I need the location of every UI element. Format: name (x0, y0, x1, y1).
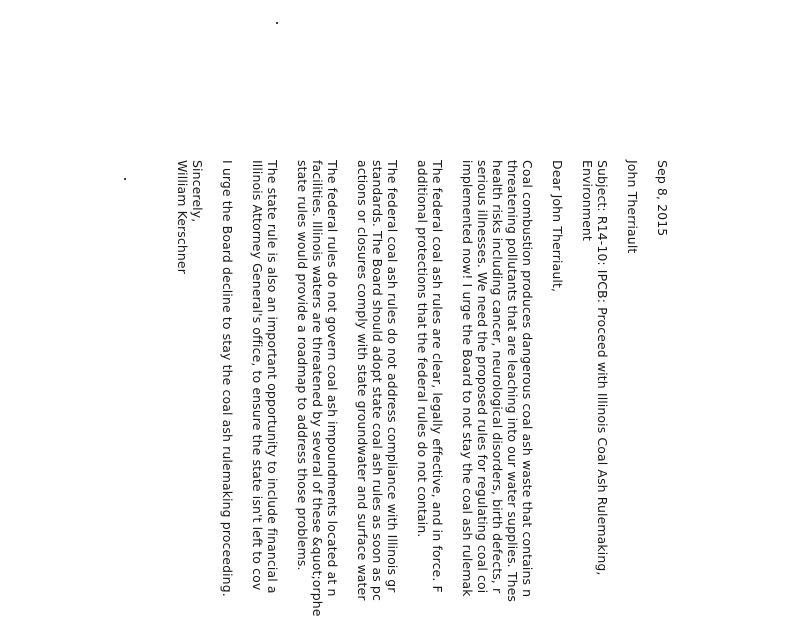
paragraph-line: standards. The Board should adopt state coal ash rules as soon as pc (370, 160, 385, 601)
letter-recipient: John Therriault (625, 160, 640, 254)
paragraph-line: additional protections that the federal rules do not contain. (415, 160, 430, 538)
paragraph-line: The federal rules do not govern coal ash impoundments located at n (325, 160, 340, 597)
paragraph-line: implemented now! I urge the Board to not stay the coal ash rulemak (460, 160, 475, 597)
scan-speck (124, 178, 126, 180)
letter-body (175, 160, 670, 630)
scan-speck (276, 22, 278, 24)
paragraph-line: I urge the Board decline to stay the coal ash rulemaking proceeding. (220, 160, 235, 597)
paragraph-line: The federal coal ash rules are clear, legally effective, and in force. F (430, 160, 445, 593)
paragraph-line: Illinois Attorney General's office, to ensure the state isn't left to cov (250, 160, 265, 591)
paragraph-line: actions or closures comply with state groundwater and surface water (355, 160, 370, 601)
paragraph-line: threatening pollutants that are leaching into our water supplies. Thes (505, 160, 520, 602)
letter-date: Sep 8, 2015 (655, 160, 670, 237)
paragraph-line: serious illnesses. We need the proposed rules for regulating coal coi (475, 160, 490, 594)
paragraph-line: Coal combustion produces dangerous coal ash waste that contains n (520, 160, 535, 598)
paragraph-line: The federal coal ash rules do not address compliance with Illinois gr (385, 160, 400, 593)
paragraph-line: facilities. Illinois waters are threatened by several of these &quot;orphe (310, 160, 325, 617)
paragraph-line: The state rule is also an important opportunity to include financial a (265, 160, 280, 594)
letter-closing: Sincerely, (190, 160, 205, 223)
paragraph-line: state rules would provide a roadmap to address those problems. (295, 160, 310, 571)
letter-subject-line: Environment (580, 160, 595, 241)
letter-signature: William Kerschner (175, 160, 190, 274)
letter-subject-line: Subject: R14-10: IPCB: Proceed with Illinois Coal Ash Rulemaking, (595, 160, 610, 576)
letter-salutation: Dear John Therriault, (550, 160, 565, 293)
paragraph-line: health risks including cancer, neurological disorders, birth defects, r (490, 160, 505, 594)
